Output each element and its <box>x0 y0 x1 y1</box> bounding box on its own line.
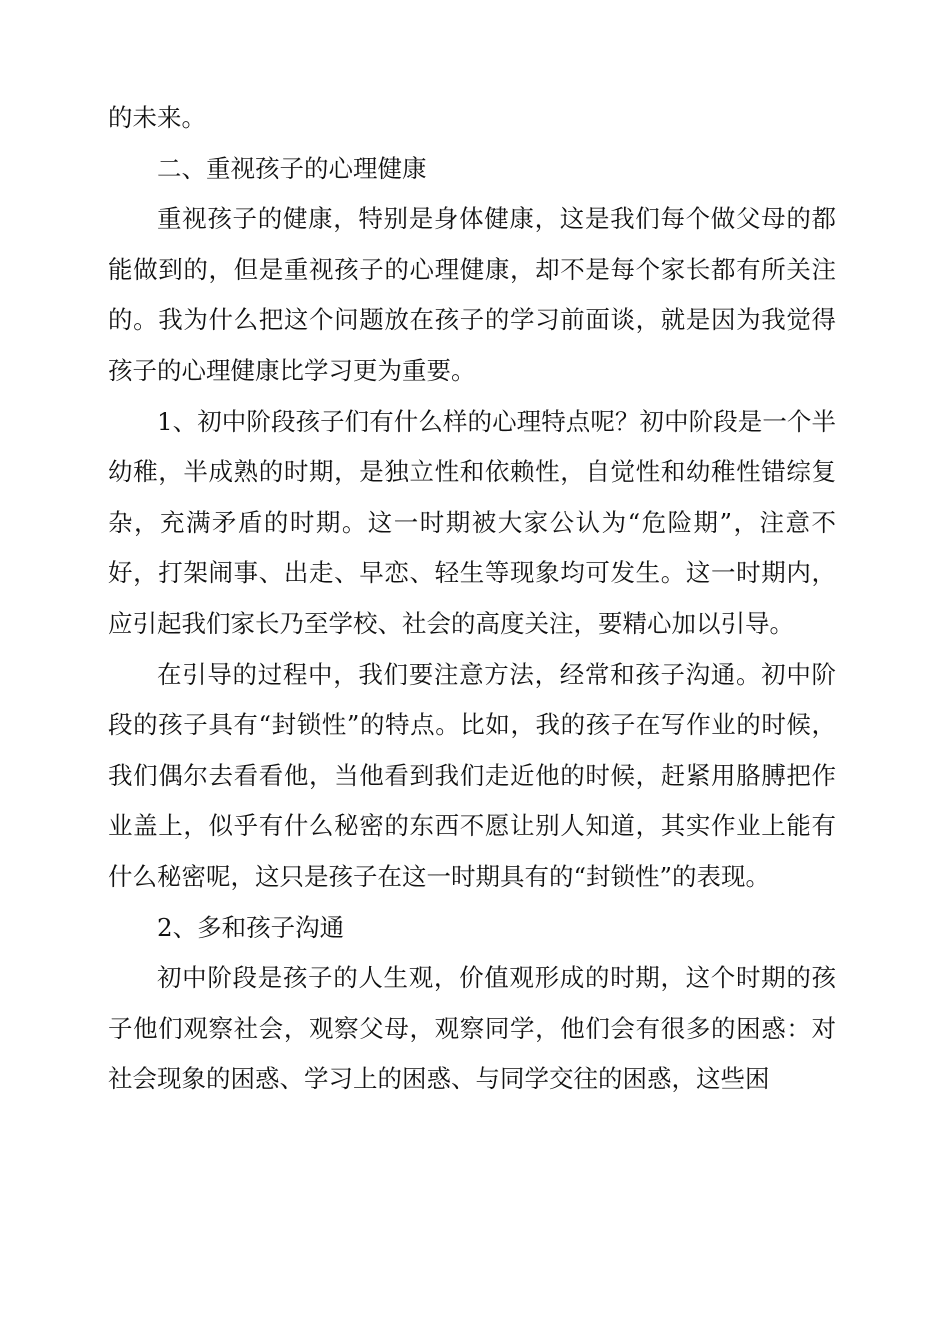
section-heading: 二、重视孩子的心理健康 <box>157 153 427 183</box>
subsection-heading: 2、多和孩子沟通 <box>157 912 345 942</box>
paragraph: 在引导的过程中，我们要注意方法，经常和孩子沟通。初中阶段的孩子具有“封锁性”的特点。比如，我的孩子在写作业的时候，我们偶尔去看看他，当他看到我们走近他的时候，赶紧用胳膊把作业盖上，似乎有什么秘密的东西不愿让别人知道，其实作业上能有什么秘密呢，这只是孩子在这一时期具有的“封锁性”的表现。 <box>108 659 836 891</box>
paragraph: 1、初中阶段孩子们有什么样的心理特点呢？初中阶段是一个半幼稚，半成熟的时期，是独立性和依赖性，自觉性和幼稚性错综复杂，充满矛盾的时期。这一时期被大家公认为“危险期”，注意不好，打架闹事、出走、早恋、轻生等现象均可发生。这一时期内，应引起我们家长乃至学校、社会的高度关注，要精心加以引导。 <box>108 406 836 638</box>
paragraph: 重视孩子的健康，特别是身体健康，这是我们每个做父母的都能做到的，但是重视孩子的心理健康，却不是每个家长都有所关注的。我为什么把这个问题放在孩子的学习前面谈，就是因为我觉得孩子的心理健康比学习更为重要。 <box>108 204 836 385</box>
paragraph-continuation: 的未来。 <box>108 103 206 132</box>
document-body <box>108 93 836 1105</box>
paragraph: 初中阶段是孩子的人生观，价值观形成的时期，这个时期的孩子他们观察社会，观察父母，观察同学，他们会有很多的困惑：对社会现象的困惑、学习上的困惑、与同学交往的困惑，这些困 <box>108 963 836 1094</box>
